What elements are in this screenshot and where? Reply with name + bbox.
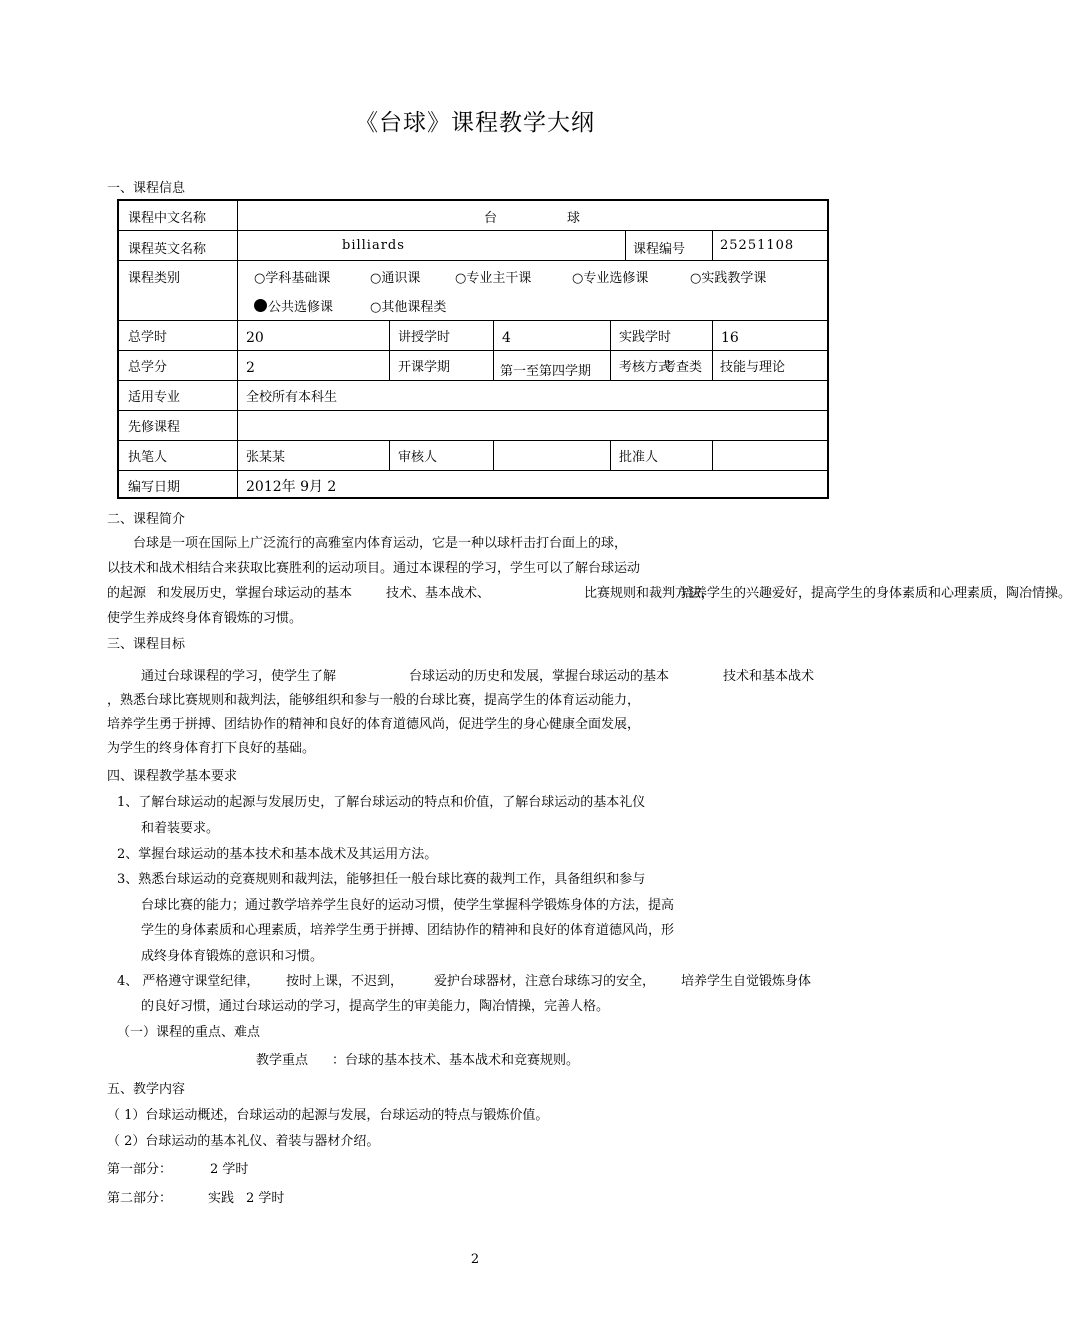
label-practice-hours: 实践学时	[619, 330, 672, 345]
req-1: 1、了解台球运动的起源与发展历史，了解台球运动的特点和价值，了解台球运动的基本礼仪	[117, 795, 646, 810]
label-course-category: 课程类别	[128, 271, 181, 286]
intro-line-2: 以技术和战术相结合来获取比赛胜利的运动项目。通过本课程的学习，学生可以了解台球运动	[107, 561, 641, 576]
section-heading-course-info: 一、课程信息	[107, 181, 186, 196]
page-number: 2	[470, 1252, 480, 1267]
goals-line-1c: 技术和基本战术	[723, 669, 815, 684]
value-course-cn-name-b: 球	[567, 211, 581, 226]
goals-line-4: 为学生的终身体育打下良好的基础。	[107, 741, 316, 756]
part-2-hours: 2 学时	[246, 1191, 285, 1206]
document-title: 《台球》课程教学大纲	[355, 110, 595, 136]
value-total-credits: 2	[246, 360, 255, 376]
intro-line-3e: 培养学生的兴趣爱好，提高学生的身体素质和心理素质，陶冶情操。	[681, 586, 1071, 601]
intro-line-1: 台球是一项在国际上广泛流行的高雅室内体育运动，它是一种以球杆击打台面上的球，	[133, 536, 628, 551]
value-date: 2012年 9月 2	[246, 479, 337, 495]
category-option-3: ○专业主干课	[455, 271, 532, 286]
label-prerequisite: 先修课程	[128, 420, 181, 435]
content-item-2: （ 2）台球运动的基本礼仪、着装与器材介绍。	[107, 1134, 380, 1149]
req-3c: 学生的身体素质和心理素质，培养学生勇于拼搏、团结协作的精神和良好的体育道德风尚，形	[141, 923, 675, 938]
part-2-label: 第二部分：	[107, 1191, 173, 1206]
section-heading-requirements: 四、课程教学基本要求	[107, 769, 238, 784]
label-total-credits: 总学分	[128, 360, 168, 375]
label-applicable-major: 适用专业	[128, 390, 181, 405]
req-5b: ：台球的基本技术、基本战术和竞赛规则。	[332, 1053, 580, 1068]
category-option-1: ○学科基础课	[254, 271, 331, 286]
section-heading-goals: 三、课程目标	[107, 637, 186, 652]
label-total-hours: 总学时	[128, 330, 168, 345]
req-4a: 4、 严格遵守课堂纪律，	[117, 974, 260, 989]
value-practice-hours: 16	[721, 330, 739, 346]
req-5a: 教学重点	[256, 1053, 309, 1068]
label-reviewer: 审核人	[398, 450, 438, 465]
section-heading-content: 五、教学内容	[107, 1082, 186, 1097]
label-semester: 开课学期	[398, 360, 451, 375]
content-item-1: （ 1）台球运动概述，台球运动的起源与发展，台球运动的特点与锻炼价值。	[107, 1108, 549, 1123]
category-option-4: ○专业选修课	[572, 271, 649, 286]
req-4b: 按时上课，不迟到，	[286, 974, 404, 989]
req-4e: 的良好习惯，通过台球运动的学习，提高学生的审美能力，陶冶情操，完善人格。	[141, 999, 610, 1014]
req-3: 3、熟悉台球运动的竞赛规则和裁判法，能够担任一般台球比赛的裁判工作，具备组织和参与	[117, 872, 646, 887]
label-course-en-name: 课程英文名称	[128, 242, 207, 257]
label-course-cn-name: 课程中文名称	[128, 211, 207, 226]
value-semester: 第一至第四学期	[500, 364, 592, 379]
part-1-label: 第一部分：	[107, 1162, 173, 1177]
req-3d: 成终身体育锻炼的意识和习惯。	[141, 949, 324, 964]
value-lecture-hours: 4	[502, 330, 511, 346]
req-5-heading: （一）课程的重点、难点	[117, 1025, 261, 1040]
part-2-type: 实践	[208, 1191, 235, 1206]
value-assessment: 技能与理论	[720, 360, 786, 375]
intro-line-3a: 的起源	[107, 586, 147, 601]
category-option-7: ○其他课程类	[370, 300, 447, 315]
label-author: 执笔人	[128, 450, 168, 465]
req-3b: 台球比赛的能力；通过教学培养学生良好的运动习惯，使学生掌握科学锻炼身体的方法，提高	[141, 898, 675, 913]
label-date: 编写日期	[128, 480, 181, 495]
value-applicable-major: 全校所有本科生	[246, 390, 338, 405]
value-course-code: 25251108	[720, 238, 795, 253]
req-4c: 爱护台球器材，注意台球练习的安全，	[434, 974, 656, 989]
selected-radio-icon	[254, 299, 267, 312]
intro-line-3b: 和发展历史，掌握台球运动的基本	[157, 586, 353, 601]
goals-line-2: ，熟悉台球比赛规则和裁判法，能够组织和参与一般的台球比赛，提高学生的体育运动能力，	[107, 693, 641, 708]
goals-line-3: 培养学生勇于拼搏、团结协作的精神和良好的体育道德风尚，促进学生的身心健康全面发展，	[107, 717, 641, 732]
label-course-code: 课程编号	[633, 242, 686, 257]
value-total-hours: 20	[246, 330, 264, 346]
intro-line-3d: 比赛规则和裁判方法，	[584, 586, 715, 601]
value-author: 张某某	[246, 450, 286, 465]
intro-line-3c: 技术、基本战术、	[386, 586, 491, 601]
category-option-2: ○通识课	[370, 271, 421, 286]
label-assessment-type: 考查类	[663, 360, 703, 375]
intro-line-4: 使学生养成终身体育锻炼的习惯。	[107, 611, 303, 626]
section-heading-intro: 二、课程简介	[107, 512, 186, 527]
goals-line-1b: 台球运动的历史和发展，掌握台球运动的基本	[409, 669, 670, 684]
req-2: 2、掌握台球运动的基本技术和基本战术及其运用方法。	[117, 847, 438, 862]
category-option-5: ○实践教学课	[690, 271, 767, 286]
req-4d: 培养学生自觉锻炼身体	[681, 974, 812, 989]
value-course-en-name: billiards	[342, 238, 405, 253]
value-course-cn-name-a: 台	[484, 211, 498, 226]
goals-line-1a: 通过台球课程的学习，使学生了解	[141, 669, 337, 684]
part-1-hours: 2 学时	[210, 1162, 249, 1177]
req-1b: 和着装要求。	[141, 821, 220, 836]
category-option-6: 公共选修课	[268, 300, 334, 315]
label-lecture-hours: 讲授学时	[398, 330, 451, 345]
label-approver: 批准人	[619, 450, 659, 465]
label-assessment: 考核方式	[619, 360, 672, 375]
